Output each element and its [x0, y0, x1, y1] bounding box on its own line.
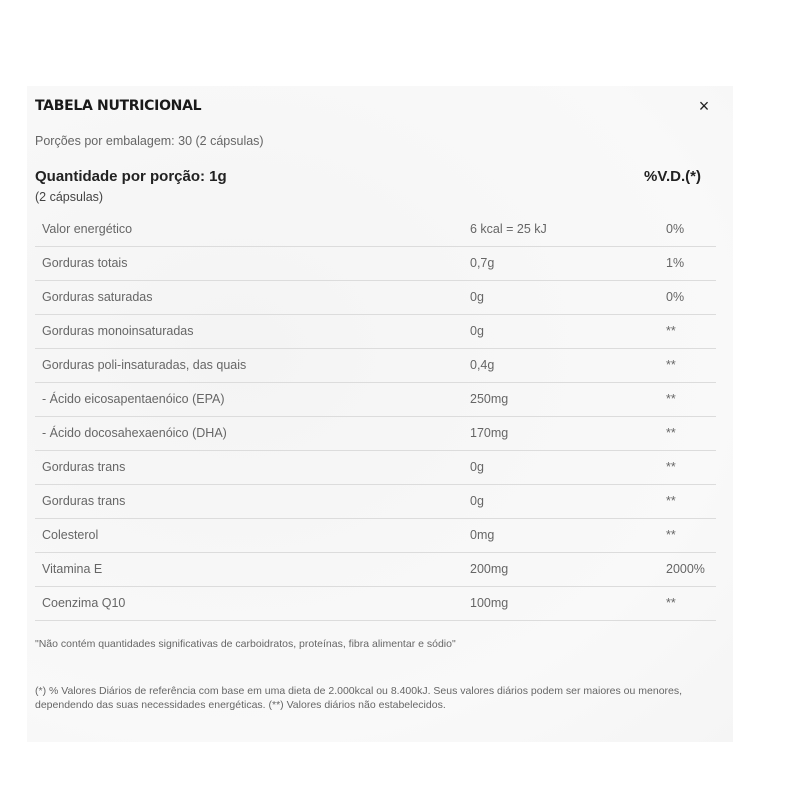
nutrient-amount: 6 kcal = 25 kJ	[470, 222, 547, 236]
nutrient-daily-value: **	[666, 494, 676, 508]
close-icon[interactable]: ×	[698, 96, 710, 116]
serving-size-heading: Quantidade por porção: 1g	[35, 168, 227, 185]
table-row	[35, 349, 716, 383]
table-row	[35, 587, 716, 621]
nutrient-name: Gorduras saturadas	[42, 290, 153, 304]
nutrient-amount: 0g	[470, 324, 484, 338]
nutrient-amount: 0,4g	[470, 358, 495, 372]
nutrient-amount: 250mg	[470, 392, 509, 406]
modal-title: TABELA NUTRICIONAL	[35, 98, 202, 114]
nutrient-daily-value: **	[666, 528, 676, 542]
daily-values-footnote: (*) % Valores Diários de referência com base em uma dieta de 2.000kcal ou 8.400kJ. Seus valores diários podem ser maiores ou menores, dependendo das suas necessidades energéticas. (**) Valores diários não estabelecidos.	[35, 685, 683, 711]
nutrient-name: Gorduras totais	[42, 256, 128, 270]
table-row	[35, 383, 716, 417]
nutrient-name: Gorduras monoinsaturadas	[42, 324, 194, 338]
daily-value-header: %V.D.(*)	[644, 168, 701, 185]
nutrient-name: - Ácido docosahexaenóico (DHA)	[42, 426, 227, 440]
table-row	[35, 519, 716, 553]
table-row	[35, 485, 716, 519]
nutrient-amount: 0g	[470, 494, 484, 508]
nutrient-daily-value: 1%	[666, 256, 685, 270]
nutrient-name: Colesterol	[42, 528, 99, 542]
nutrient-amount: 0g	[470, 460, 484, 474]
nutrient-name: Vitamina E	[42, 562, 103, 576]
nutrient-name: Gorduras poli-insaturadas, das quais	[42, 358, 247, 372]
serving-size-subtext: (2 cápsulas)	[35, 190, 104, 204]
portions-per-package: Porções por embalagem: 30 (2 cápsulas)	[35, 134, 264, 148]
nutrient-daily-value: 0%	[666, 290, 685, 304]
table-row	[35, 213, 716, 247]
nutrient-daily-value: **	[666, 460, 676, 474]
nutrient-amount: 0mg	[470, 528, 495, 542]
nutrient-daily-value: 2000%	[666, 562, 705, 576]
nutrient-daily-value: 0%	[666, 222, 685, 236]
table-row	[35, 553, 716, 587]
table-row	[35, 281, 716, 315]
nutrient-daily-value: **	[666, 358, 676, 372]
nutrient-amount: 200mg	[470, 562, 509, 576]
nutrient-daily-value: **	[666, 324, 676, 338]
nutrition-table	[35, 213, 716, 621]
nutrient-name: Gorduras trans	[42, 494, 126, 508]
nutrient-amount: 100mg	[470, 596, 509, 610]
table-row	[35, 315, 716, 349]
nutrient-name: Coenzima Q10	[42, 596, 126, 610]
nutrient-amount: 0g	[470, 290, 484, 304]
nutrient-amount: 170mg	[470, 426, 509, 440]
no-significant-amounts-note: "Não contém quantidades significativas de carboidratos, proteínas, fibra alimentar e sódio"	[35, 638, 456, 650]
nutrient-daily-value: **	[666, 392, 676, 406]
nutrient-name: Valor energético	[42, 222, 133, 236]
nutrition-modal	[27, 86, 733, 742]
table-row	[35, 417, 716, 451]
table-row	[35, 451, 716, 485]
table-row	[35, 247, 716, 281]
nutrient-name: Gorduras trans	[42, 460, 126, 474]
nutrient-daily-value: **	[666, 426, 676, 440]
nutrient-amount: 0,7g	[470, 256, 495, 270]
nutrient-name: - Ácido eicosapentaenóico (EPA)	[42, 392, 225, 406]
nutrient-daily-value: **	[666, 596, 676, 610]
